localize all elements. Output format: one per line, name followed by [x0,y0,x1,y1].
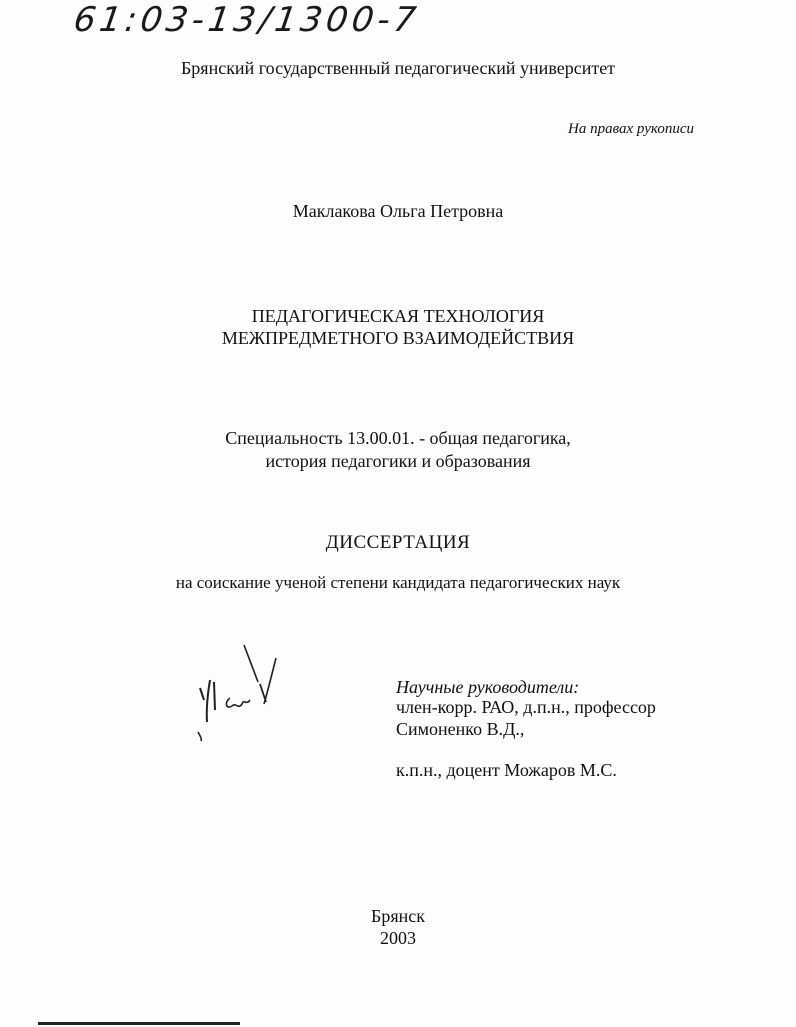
handwritten-archive-code: 61:03-13/1300-7 [71,0,423,40]
document-type-heading: ДИССЕРТАЦИЯ [325,532,471,553]
supervisor-1-name: Симоненко В.Д., [396,719,525,739]
specialty-line-2: история педагогики и образования [265,451,531,471]
scan-edge-line [38,1022,240,1025]
supervisor-1-title: член-корр. РАО, д.п.н., профессор [396,697,656,717]
author-name: Маклакова Ольга Петровна [292,201,504,221]
thesis-title-line-1: ПЕДАГОГИЧЕСКАЯ ТЕХНОЛОГИЯ [251,306,545,326]
city: Брянск [371,906,425,926]
handwritten-signature [186,640,286,750]
university-name: Брянский государственный педагогический университет [180,58,616,78]
manuscript-rights-note: На правах рукописи [568,121,694,137]
degree-statement: на соискание ученой степени кандидата педагогических наук [175,573,621,592]
year: 2003 [380,928,416,948]
thesis-title-line-2: МЕЖПРЕДМЕТНОГО ВЗАИМОДЕЙСТВИЯ [221,328,575,348]
specialty-line-1: Специальность 13.00.01. - общая педагогика, [225,428,571,448]
supervisor-2: к.п.н., доцент Можаров М.С. [396,760,617,780]
supervisors-heading: Научные руководители: [396,677,580,697]
